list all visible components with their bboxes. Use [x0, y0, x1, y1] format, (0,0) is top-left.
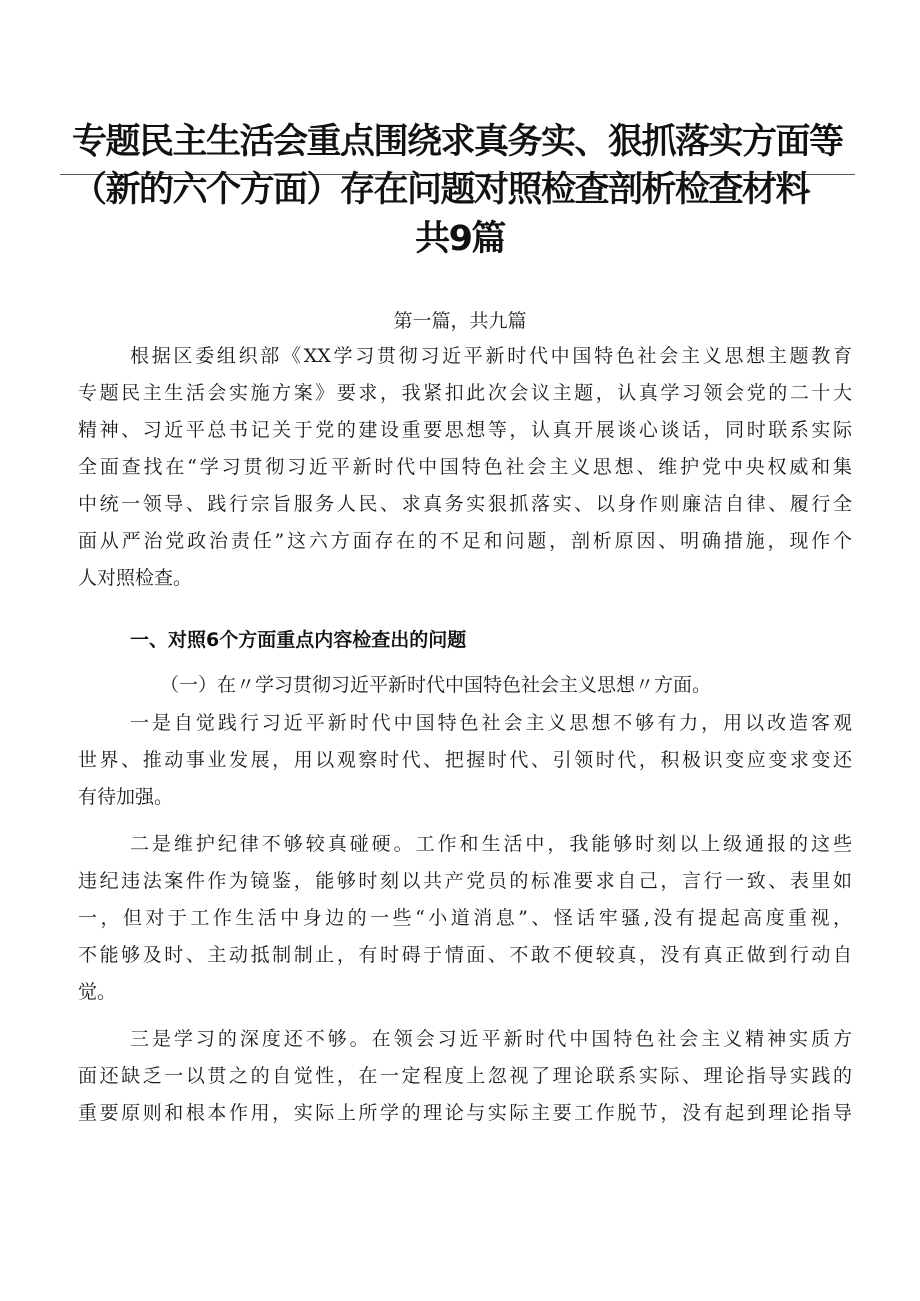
- paragraph-intro: [78, 338, 852, 597]
- paragraph-point-3: [78, 1021, 852, 1132]
- paragraph-point-2: [78, 826, 852, 1011]
- paragraph-line: 全面查找在“学习贯彻习近平新时代中国特色社会主义思想、维护党中央权威和集: [78, 456, 852, 478]
- document-title-line-3: 共9篇: [415, 219, 505, 259]
- paragraph-line: 根据区委组织部《XX学习贯彻习近平新时代中国特色社会主义思想主题教育: [130, 345, 852, 367]
- paragraph-line: 一，但对于工作生活中身边的一些“小道消息”、怪话牢骚,没有提起高度重视，: [78, 907, 852, 929]
- paragraph-line: 专题民主生活会实施方案》要求，我紧扣此次会议主题，认真学习领会党的二十大: [78, 382, 852, 404]
- paragraph-line: 世界、推动事业发展，用以观察时代、把握时代、引领时代，积极识变应变求变还: [78, 749, 852, 771]
- paragraph-line: 不能够及时、主动抵制制止，有时碍于情面、不敢不便较真，没有真正做到行动自: [78, 944, 852, 966]
- paragraph-line: 重要原则和根本作用，实际上所学的理论与实际主要工作脱节，没有起到理论指导: [78, 1102, 852, 1124]
- paragraph-line: 面还缺乏一以贯之的自觉性，在一定程度上忽视了理论联系实际、理论指导实践的: [78, 1065, 852, 1087]
- paragraph-line: 面从严治党政治责任”这六方面存在的不足和问题，剖析原因、明确措施，现作个: [78, 530, 852, 552]
- paragraph-line: 人对照检查。: [78, 567, 193, 589]
- document-title-line-1: 专题民主生活会重点围绕求真务实、狠抓落实方面等: [72, 122, 843, 162]
- paragraph-line: 有待加强。: [78, 786, 174, 808]
- paragraph-line: 精神、习近平总书记关于党的建设重要思想等，认真开展谈心谈话，同时联系实际: [78, 419, 852, 441]
- section-heading: 一、对照6个方面重点内容检查出的问题: [130, 629, 467, 651]
- paragraph-line: 中统一领导、践行宗旨服务人民、求真务实狠抓落实、以身作则廉洁自律、履行全: [78, 493, 852, 515]
- paragraph-line: 一是自觉践行习近平新时代中国特色社会主义思想不够有力，用以改造客观: [130, 712, 852, 734]
- paragraph-line: 觉。: [78, 981, 117, 1003]
- subsection-heading: （一）在〃学习贯彻习近平新时代中国特色社会主义思想〃方面。: [160, 674, 712, 696]
- paragraph-line: 违纪违法案件作为镜鉴，能够时刻以共产党员的标准要求自己，言行一致、表里如: [78, 870, 852, 892]
- paragraph-line: 二是维护纪律不够较真碰硬。工作和生活中，我能够时刻以上级通报的这些: [130, 833, 852, 855]
- document-title-line-2: （新的六个方面）存在问题对照检查剖析检查材料: [72, 170, 810, 210]
- paragraph-point-1: [78, 705, 852, 816]
- article-subtitle: 第一篇，共九篇: [393, 310, 527, 332]
- paragraph-line: 三是学习的深度还不够。在领会习近平新时代中国特色社会主义精神实质方: [130, 1028, 852, 1050]
